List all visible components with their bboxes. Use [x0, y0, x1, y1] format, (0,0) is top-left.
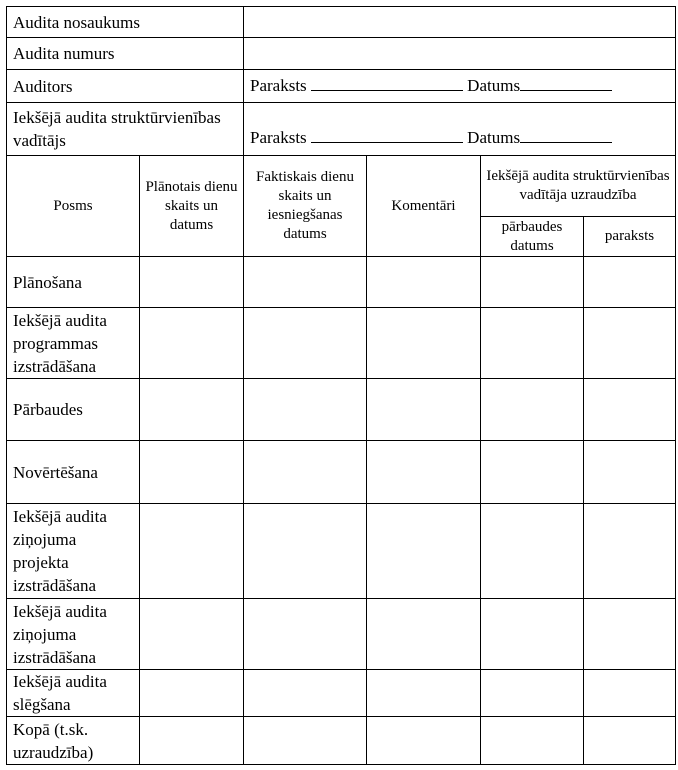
table-row: [7, 379, 676, 441]
signature-label: Paraksts: [250, 76, 307, 95]
signature-cell[interactable]: [584, 308, 676, 379]
actual-cell[interactable]: [244, 379, 367, 441]
date-line[interactable]: [520, 141, 612, 143]
signature-line[interactable]: [311, 89, 463, 91]
head-row: [7, 103, 676, 156]
audit-number-field[interactable]: [244, 38, 676, 70]
planned-cell[interactable]: [140, 504, 244, 599]
comments-cell[interactable]: [367, 308, 481, 379]
actual-cell[interactable]: [244, 599, 367, 670]
stage-label: Kopā (t.sk. uzraudzība): [7, 717, 140, 765]
signature-cell[interactable]: [584, 379, 676, 441]
actual-cell[interactable]: [244, 441, 367, 504]
check-date-cell[interactable]: [481, 670, 584, 717]
audit-name-label: Audita nosaukums: [7, 7, 244, 38]
stage-label: Iekšējā audita ziņojuma izstrādāšana: [7, 599, 140, 670]
actual-cell[interactable]: [244, 717, 367, 765]
comments-cell[interactable]: [367, 379, 481, 441]
planned-cell[interactable]: [140, 379, 244, 441]
actual-cell[interactable]: [244, 504, 367, 599]
audit-number-label: Audita numurs: [7, 38, 244, 70]
check-date-cell[interactable]: [481, 717, 584, 765]
check-date-cell[interactable]: [481, 599, 584, 670]
comments-cell[interactable]: [367, 441, 481, 504]
head-signature-cell[interactable]: [244, 103, 676, 156]
check-date-cell[interactable]: [481, 379, 584, 441]
col-actual-header: Faktiskais dienu skaits un iesniegšanas datums: [244, 156, 367, 257]
comments-cell[interactable]: [367, 717, 481, 765]
audit-form: [6, 6, 675, 765]
actual-cell[interactable]: [244, 670, 367, 717]
comments-cell[interactable]: [367, 670, 481, 717]
check-date-cell[interactable]: [481, 504, 584, 599]
audit-table: [6, 6, 676, 765]
table-row: [7, 670, 676, 717]
col-stage-header: Posms: [7, 156, 140, 257]
stage-label: Iekšējā audita slēgšana: [7, 670, 140, 717]
check-date-cell[interactable]: [481, 441, 584, 504]
audit-name-row: [7, 7, 676, 38]
stage-label: Iekšējā audita programmas izstrādāšana: [7, 308, 140, 379]
stage-label: Iekšējā audita ziņojuma projekta izstrādāšana: [7, 504, 140, 599]
audit-number-row: [7, 38, 676, 70]
signature-cell[interactable]: [584, 441, 676, 504]
date-label: Datums: [467, 76, 521, 95]
signature-line[interactable]: [311, 141, 463, 143]
head-label: Iekšējā audita struktūrvienības vadītājs: [7, 103, 244, 156]
actual-cell[interactable]: [244, 308, 367, 379]
col-check-date-header: pārbaudes datums: [481, 217, 584, 257]
date-line[interactable]: [520, 89, 612, 91]
table-row: [7, 257, 676, 308]
col-comments-header: Komentāri: [367, 156, 481, 257]
table-row: [7, 308, 676, 379]
auditors-label: Auditors: [7, 70, 244, 103]
comments-cell[interactable]: [367, 257, 481, 308]
table-row: [7, 504, 676, 599]
check-date-cell[interactable]: [481, 257, 584, 308]
signature-cell[interactable]: [584, 257, 676, 308]
planned-cell[interactable]: [140, 670, 244, 717]
signature-label: Paraksts: [250, 128, 307, 147]
comments-cell[interactable]: [367, 504, 481, 599]
stage-label: Plānošana: [7, 257, 140, 308]
planned-cell[interactable]: [140, 599, 244, 670]
signature-cell[interactable]: [584, 670, 676, 717]
audit-name-field[interactable]: [244, 7, 676, 38]
planned-cell[interactable]: [140, 441, 244, 504]
check-date-cell[interactable]: [481, 308, 584, 379]
stage-label: Novērtēšana: [7, 441, 140, 504]
auditors-row: [7, 70, 676, 103]
col-signature-header: paraksts: [584, 217, 676, 257]
date-label: Datums: [467, 128, 521, 147]
table-row: [7, 441, 676, 504]
table-row: [7, 717, 676, 765]
auditors-signature-cell[interactable]: [244, 70, 676, 103]
planned-cell[interactable]: [140, 717, 244, 765]
stage-label: Pārbaudes: [7, 379, 140, 441]
column-header-row: [7, 156, 676, 217]
signature-cell[interactable]: [584, 599, 676, 670]
table-row: [7, 599, 676, 670]
col-supervision-header: Iekšējā audita struktūrvienības vadītāja uzraudzība: [481, 156, 676, 217]
planned-cell[interactable]: [140, 308, 244, 379]
signature-cell[interactable]: [584, 717, 676, 765]
signature-cell[interactable]: [584, 504, 676, 599]
col-planned-header: Plānotais dienu skaits un datums: [140, 156, 244, 257]
comments-cell[interactable]: [367, 599, 481, 670]
planned-cell[interactable]: [140, 257, 244, 308]
actual-cell[interactable]: [244, 257, 367, 308]
